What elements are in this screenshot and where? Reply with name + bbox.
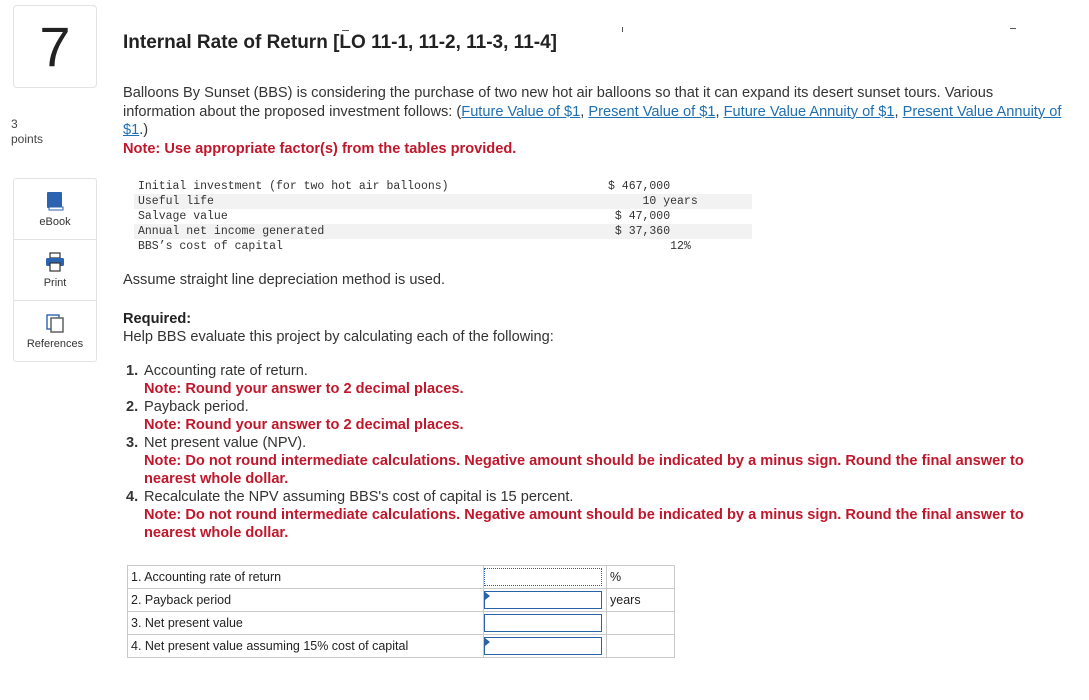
row-value: 10 years bbox=[604, 194, 752, 209]
divider-tick bbox=[622, 27, 623, 32]
item-note: Note: Do not round intermediate calculations. Negative amount should be indicated by a minus sign. Round the final answer to nearest whole dollar. bbox=[144, 507, 1024, 541]
points-label: points bbox=[11, 132, 44, 146]
item-number: 1. bbox=[126, 363, 139, 379]
table-row bbox=[134, 224, 752, 239]
present-value-annuity-link[interactable]: Present Value Annuity of $1 bbox=[123, 103, 1062, 138]
item-text: Accounting rate of return. bbox=[144, 363, 308, 379]
future-value-link[interactable]: Future Value of $1 bbox=[461, 103, 581, 120]
item-text: Payback period. bbox=[144, 399, 249, 415]
item-text: Recalculate the NPV assuming BBS's cost of capital is 15 percent. bbox=[144, 489, 574, 505]
answer-row bbox=[128, 566, 675, 589]
answer-unit bbox=[607, 612, 675, 635]
answer-cell bbox=[484, 589, 607, 612]
divider-tick bbox=[1010, 28, 1016, 29]
intro-note: Note: Use appropriate factor(s) from the tables provided. bbox=[123, 140, 517, 157]
row-value: $ 47,000 bbox=[608, 210, 671, 223]
table-row bbox=[134, 239, 752, 254]
references-button[interactable] bbox=[14, 301, 96, 361]
tools-panel bbox=[13, 178, 97, 362]
input-marker-icon bbox=[485, 638, 490, 646]
item-text: Net present value (NPV). bbox=[144, 435, 307, 451]
ebook-label: eBook bbox=[39, 216, 71, 228]
answer-row bbox=[128, 612, 675, 635]
divider-tick bbox=[342, 30, 349, 31]
table-row bbox=[134, 179, 752, 194]
row-label: Salvage value bbox=[138, 210, 228, 223]
assumption-text: Assume straight line depreciation method is used. bbox=[123, 272, 446, 288]
item-note: Note: Round your answer to 2 decimal places. bbox=[144, 381, 464, 397]
answer-table bbox=[127, 565, 675, 658]
item-number: 3. bbox=[126, 435, 139, 451]
answer-unit: % bbox=[607, 566, 675, 589]
requirements-list bbox=[126, 362, 1066, 542]
present-value-link[interactable]: Present Value of $1 bbox=[588, 103, 716, 120]
print-label: Print bbox=[43, 277, 67, 289]
answer-cell bbox=[484, 635, 607, 658]
answer-label: 1. Accounting rate of return bbox=[128, 566, 484, 589]
answer-row bbox=[128, 589, 675, 612]
table-row bbox=[134, 209, 752, 224]
answer-unit bbox=[607, 635, 675, 658]
investment-data-table bbox=[134, 179, 752, 254]
print-button[interactable] bbox=[14, 240, 96, 301]
input-marker-icon bbox=[485, 592, 490, 600]
row-value: 12% bbox=[608, 240, 691, 253]
future-value-annuity-link[interactable]: Future Value Annuity of $1 bbox=[723, 103, 895, 120]
book-icon bbox=[46, 191, 64, 211]
answer-label: 2. Payback period bbox=[128, 589, 484, 612]
required-heading: Required: bbox=[123, 311, 192, 327]
required-text: Help BBS evaluate this project by calculating each of the following: bbox=[123, 329, 554, 345]
intro-paragraph bbox=[123, 84, 1063, 158]
row-label: Annual net income generated bbox=[134, 224, 604, 239]
link-separator: , bbox=[894, 103, 903, 120]
npv-15-input[interactable] bbox=[484, 637, 602, 655]
row-value: $ 37,360 bbox=[604, 224, 752, 239]
ebook-button[interactable] bbox=[14, 179, 96, 240]
list-item bbox=[126, 488, 1066, 542]
table-row bbox=[134, 194, 752, 209]
row-label: BBS’s cost of capital bbox=[138, 240, 283, 253]
question-number: 7 bbox=[13, 5, 97, 88]
answer-row bbox=[128, 635, 675, 658]
answer-unit: years bbox=[607, 589, 675, 612]
npv-input[interactable] bbox=[484, 614, 602, 632]
points-indicator bbox=[11, 117, 43, 147]
intro-text: Balloons By Sunset (BBS) is considering the purchase of two new hot air balloons so that it can expand its desert sunset tours. Various information about the proposed investment follows: ( bbox=[123, 85, 994, 120]
answer-cell bbox=[484, 566, 607, 589]
required-section bbox=[123, 310, 554, 346]
link-separator: , bbox=[715, 103, 724, 120]
points-value: 3 bbox=[11, 117, 18, 131]
question-title: Internal Rate of Return [LO 11-1, 11-2, 11-3, 11-4] bbox=[123, 32, 557, 53]
row-label: Initial investment (for two hot air balloons) bbox=[138, 180, 449, 193]
item-number: 4. bbox=[126, 489, 139, 505]
payback-period-input[interactable] bbox=[484, 591, 602, 609]
row-label: Useful life bbox=[134, 194, 604, 209]
list-item bbox=[126, 362, 1066, 398]
intro-end: .) bbox=[139, 122, 149, 138]
printer-icon bbox=[45, 252, 65, 272]
item-note: Note: Round your answer to 2 decimal places. bbox=[144, 417, 464, 433]
answer-label: 4. Net present value assuming 15% cost of capital bbox=[128, 635, 484, 658]
answer-label: 3. Net present value bbox=[128, 612, 484, 635]
references-label: References bbox=[26, 338, 84, 350]
references-icon bbox=[45, 313, 65, 333]
answer-cell bbox=[484, 612, 607, 635]
list-item bbox=[126, 434, 1066, 488]
row-value: $ 467,000 bbox=[608, 180, 671, 193]
item-note: Note: Do not round intermediate calculations. Negative amount should be indicated by a minus sign. Round the final answer to nearest whole dollar. bbox=[144, 453, 1024, 487]
accounting-rate-input[interactable] bbox=[484, 568, 602, 586]
link-separator: , bbox=[580, 103, 589, 120]
item-number: 2. bbox=[126, 399, 139, 415]
list-item bbox=[126, 398, 1066, 434]
